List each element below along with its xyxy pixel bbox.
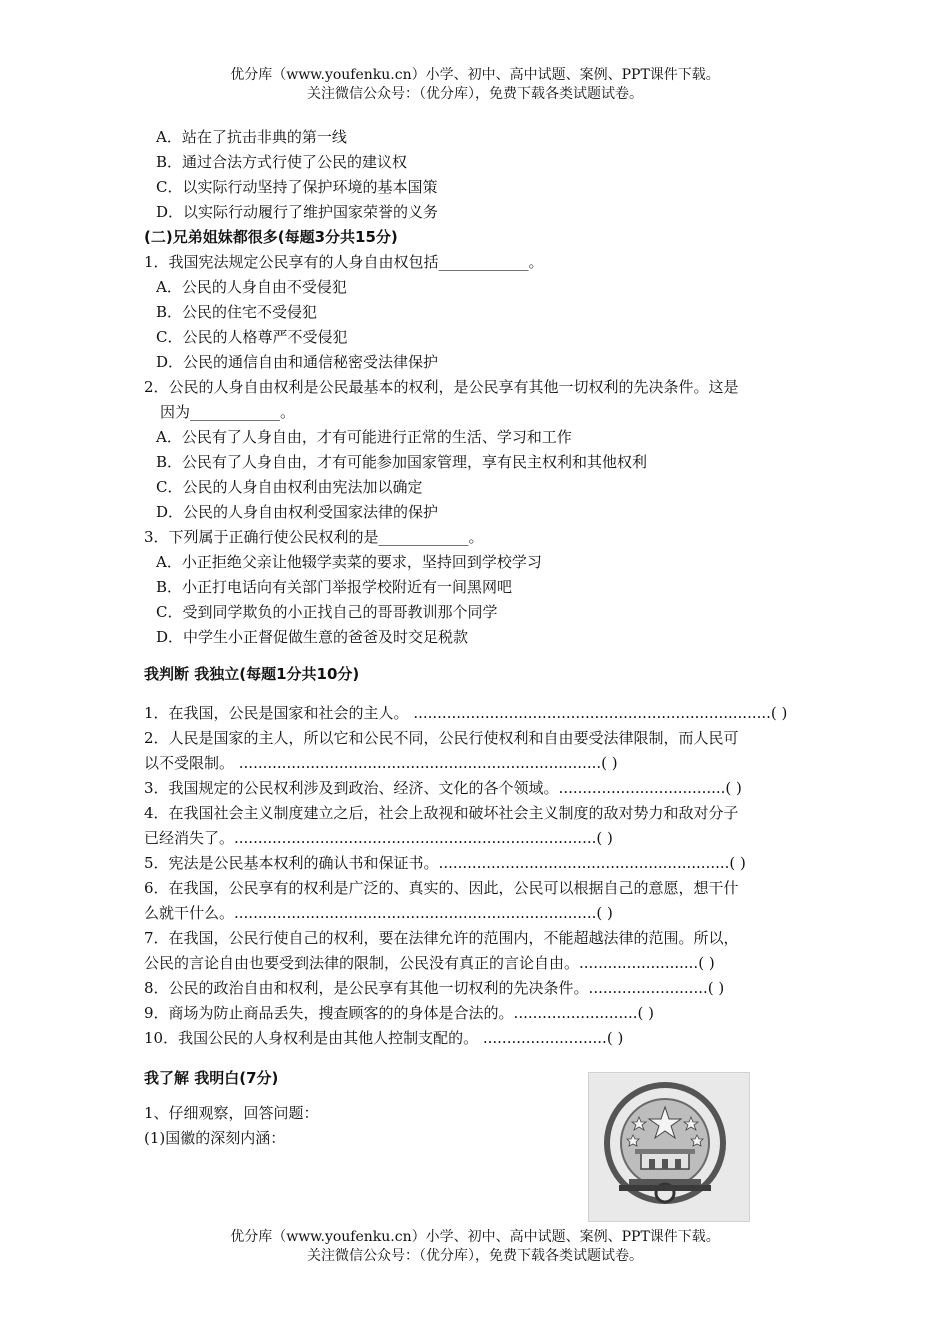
q3-option-a: A．小正拒绝父亲让他辍学卖菜的要求，坚持回到学校学习 xyxy=(156,553,542,571)
q3-option-c: C．受到同学欺负的小正找自己的哥哥教训那个同学 xyxy=(156,603,498,621)
q2-option-b: B．公民有了人身自由，才有可能参加国家管理，享有民主权利和其他权利 xyxy=(156,453,648,471)
prev-option-b: B．通过合法方式行使了公民的建议权 xyxy=(156,153,408,171)
judge-line-12: 8．公民的政治自由和权利，是公民享有其他一切权利的先决条件。.........................( ) xyxy=(144,979,725,997)
judge-line-13: 9．商场为防止商品丢失，搜查顾客的的身体是合法的。..........................( ) xyxy=(144,1004,654,1022)
judge-line-7: 5．宪法是公民基本权利的确认书和保证书。.............................................................( ) xyxy=(144,854,746,872)
q3-stem: 3．下列属于正确行使公民权利的是____________。 xyxy=(144,528,484,546)
q2-option-d: D．公民的人身自由权利受国家法律的保护 xyxy=(156,503,439,521)
judge-line-9: 么就干什么。............................................................................( ) xyxy=(144,904,613,922)
page-header xyxy=(0,66,950,104)
q1-option-b: B．公民的住宅不受侵犯 xyxy=(156,303,318,321)
prev-option-a: A．站在了抗击非典的第一线 xyxy=(156,128,347,146)
header-line-2: 关注微信公众号：（优分库），免费下载各类试题试卷。 xyxy=(307,86,643,102)
judge-line-5: 4．在我国社会主义制度建立之后，社会上敌视和破坏社会主义制度的敌对势力和敌对分子 xyxy=(144,804,739,822)
s4-q1a: (1)国徽的深刻内涵： xyxy=(144,1129,286,1147)
q1-stem: 1．我国宪法规定公民享有的人身自由权包括____________。 xyxy=(144,253,544,271)
footer-line-1: 优分库（www.youfenku.cn）小学、初中、高中试题、案例、PPT课件下载。 xyxy=(230,1229,720,1245)
q2-stem-cont: 因为____________。 xyxy=(160,403,296,421)
judge-line-8: 6．在我国，公民享有的权利是广泛的、真实的、因此，公民可以根据自己的意愿，想干什 xyxy=(144,879,739,897)
judge-line-1: 1．在我国，公民是国家和社会的主人。 ...........................................................................( ) xyxy=(144,704,788,722)
judge-line-3: 以不受限制。 ............................................................................( ) xyxy=(144,754,618,772)
q1-option-a: A．公民的人身自由不受侵犯 xyxy=(156,278,347,296)
section-3-title: 我判断 我独立(每题1分共10分) xyxy=(144,665,360,683)
page-footer xyxy=(0,1228,950,1266)
prev-option-c: C．以实际行动坚持了保护环境的基本国策 xyxy=(156,178,438,196)
national-emblem-image xyxy=(588,1072,750,1222)
national-emblem-icon xyxy=(589,1073,749,1221)
q1-option-c: C．公民的人格尊严不受侵犯 xyxy=(156,328,348,346)
section-4-title: 我了解 我明白(7分) xyxy=(144,1069,279,1087)
judge-line-2: 2．人民是国家的主人，所以它和公民不同，公民行使权利和自由要受法律限制，而人民可 xyxy=(144,729,739,747)
judge-line-11: 公民的言论自由也要受到法律的限制，公民没有真正的言论自由。.........................( ) xyxy=(144,954,715,972)
judge-line-10: 7．在我国，公民行使自己的权利，要在法律允许的范围内，不能超越法律的范围。所以， xyxy=(144,929,739,947)
q3-option-b: B．小正打电话向有关部门举报学校附近有一间黑网吧 xyxy=(156,578,513,596)
q2-option-c: C．公民的人身自由权利由宪法加以确定 xyxy=(156,478,423,496)
header-line-1: 优分库（www.youfenku.cn）小学、初中、高中试题、案例、PPT课件下载。 xyxy=(230,67,720,83)
judge-line-14: 10．我国公民的人身权利是由其他人控制支配的。 ..........................( ) xyxy=(144,1029,624,1047)
s4-q1: 1、仔细观察，回答问题： xyxy=(144,1104,319,1122)
prev-option-d: D．以实际行动履行了维护国家荣誉的义务 xyxy=(156,203,439,221)
q2-stem: 2．公民的人身自由权利是公民最基本的权利，是公民享有其他一切权利的先决条件。这是 xyxy=(144,378,739,396)
q1-option-d: D．公民的通信自由和通信秘密受法律保护 xyxy=(156,353,439,371)
q2-option-a: A．公民有了人身自由，才有可能进行正常的生活、学习和工作 xyxy=(156,428,572,446)
section-2-title: (二)兄弟姐妹都很多(每题3分共15分) xyxy=(144,228,398,246)
document-body xyxy=(144,125,812,1151)
judge-line-4: 3．我国规定的公民权利涉及到政治、经济、文化的各个领域。...................................( ) xyxy=(144,779,742,797)
q3-option-d: D．中学生小正督促做生意的爸爸及时交足税款 xyxy=(156,628,469,646)
footer-line-2: 关注微信公众号：（优分库），免费下载各类试题试卷。 xyxy=(307,1248,643,1264)
judge-line-6: 已经消失了。............................................................................( ) xyxy=(144,829,613,847)
